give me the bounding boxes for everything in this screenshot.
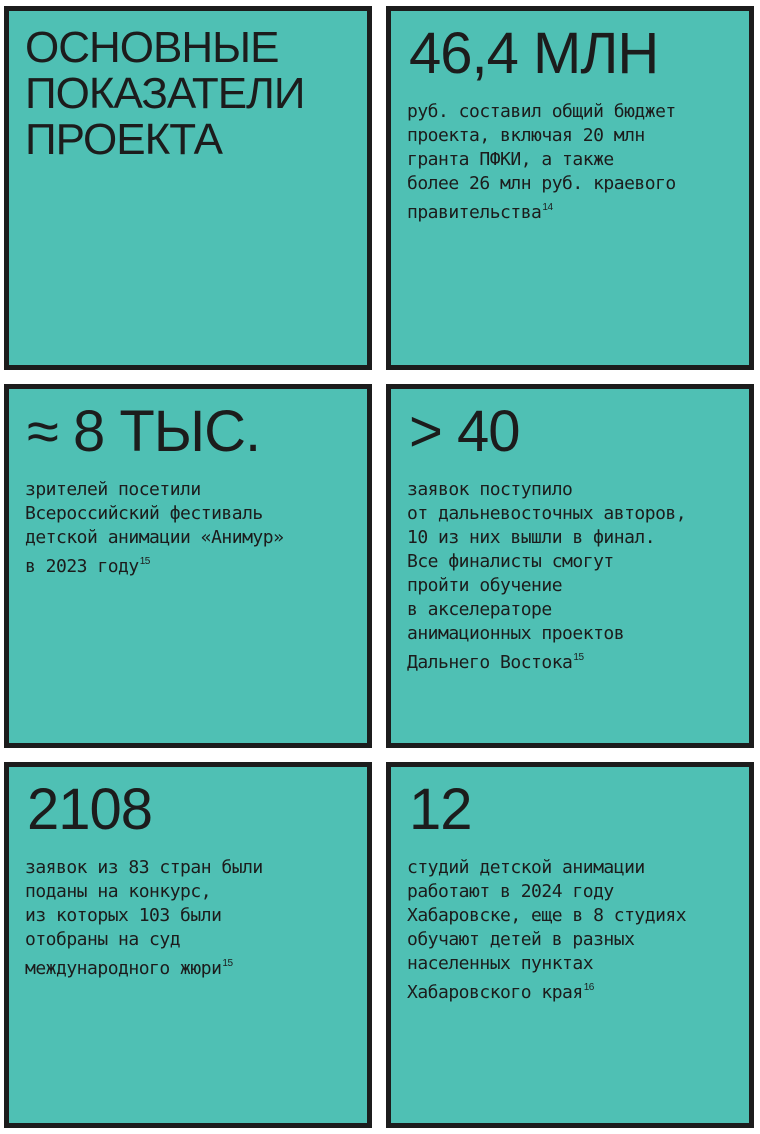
stat-card-applications	[386, 384, 754, 748]
desc-line-last	[407, 646, 686, 675]
desc-line: проекта, включая 20 млн	[407, 125, 645, 146]
footnote-ref: 16	[583, 982, 594, 993]
footnote-ref: 15	[573, 652, 584, 663]
desc-line: отобраны на суд	[25, 929, 181, 950]
desc-line-last	[407, 976, 686, 1005]
stat-value: > 40	[409, 399, 520, 464]
desc-line: в акселераторе	[407, 599, 552, 620]
desc-line: работают в 2024 году	[407, 881, 614, 902]
desc-line: заявок поступило	[407, 479, 573, 500]
desc-line: заявок из 83 стран были	[25, 857, 263, 878]
footnote-ref: 15	[139, 556, 150, 567]
stat-value: ≈ 8 ТЫС.	[27, 399, 261, 464]
desc-line: из которых 103 были	[25, 905, 222, 926]
stat-description	[407, 856, 686, 1005]
footnote-ref: 15	[222, 958, 233, 969]
desc-line-last	[25, 550, 283, 579]
desc-line: детской анимации «Анимур»	[25, 527, 284, 548]
stat-description	[25, 478, 283, 579]
desc-line: обучают детей в разных	[407, 929, 635, 950]
stat-value: 46,4 МЛН	[409, 21, 659, 86]
desc-line-text: международного жюри	[25, 958, 222, 979]
desc-line: Всероссийский фестиваль	[25, 503, 263, 524]
stat-card-budget	[386, 6, 754, 370]
desc-line: студий детской анимации	[407, 857, 645, 878]
title-line: ОСНОВНЫЕ	[25, 23, 279, 72]
desc-line-text: Дальнего Востока	[407, 652, 573, 673]
desc-line: 10 из них вышли в финал.	[407, 527, 656, 548]
desc-line: Все финалисты смогут	[407, 551, 614, 572]
desc-line-text: в 2023 году	[25, 556, 139, 577]
desc-line: более 26 млн руб. краевого	[407, 173, 676, 194]
title-card	[4, 6, 372, 370]
desc-line: пройти обучение	[407, 575, 563, 596]
title-line: ПРОЕКТА	[25, 115, 222, 164]
stat-card-viewers	[4, 384, 372, 748]
desc-line: зрителей посетили	[25, 479, 201, 500]
desc-line-text: правительства	[407, 202, 542, 223]
stat-value: 12	[409, 777, 472, 842]
stat-description	[407, 478, 686, 675]
stat-card-studios	[386, 762, 754, 1128]
desc-line-text: Хабаровского края	[407, 982, 583, 1003]
desc-line: руб. составил общий бюджет	[407, 101, 676, 122]
footnote-ref: 14	[542, 202, 553, 213]
stat-value: 2108	[27, 777, 153, 842]
desc-line: от дальневосточных авторов,	[407, 503, 687, 524]
desc-line: Хабаровске, еще в 8 студиях	[407, 905, 687, 926]
desc-line-last	[407, 196, 676, 225]
stat-description	[25, 856, 263, 981]
page-title	[25, 25, 305, 163]
stat-card-contest	[4, 762, 372, 1128]
desc-line: населенных пунктах	[407, 953, 594, 974]
desc-line: гранта ПФКИ, а также	[407, 149, 614, 170]
desc-line-last	[25, 952, 263, 981]
stat-description	[407, 100, 676, 225]
desc-line: поданы на конкурс,	[25, 881, 212, 902]
desc-line: анимационных проектов	[407, 623, 625, 644]
title-line: ПОКАЗАТЕЛИ	[25, 69, 305, 118]
